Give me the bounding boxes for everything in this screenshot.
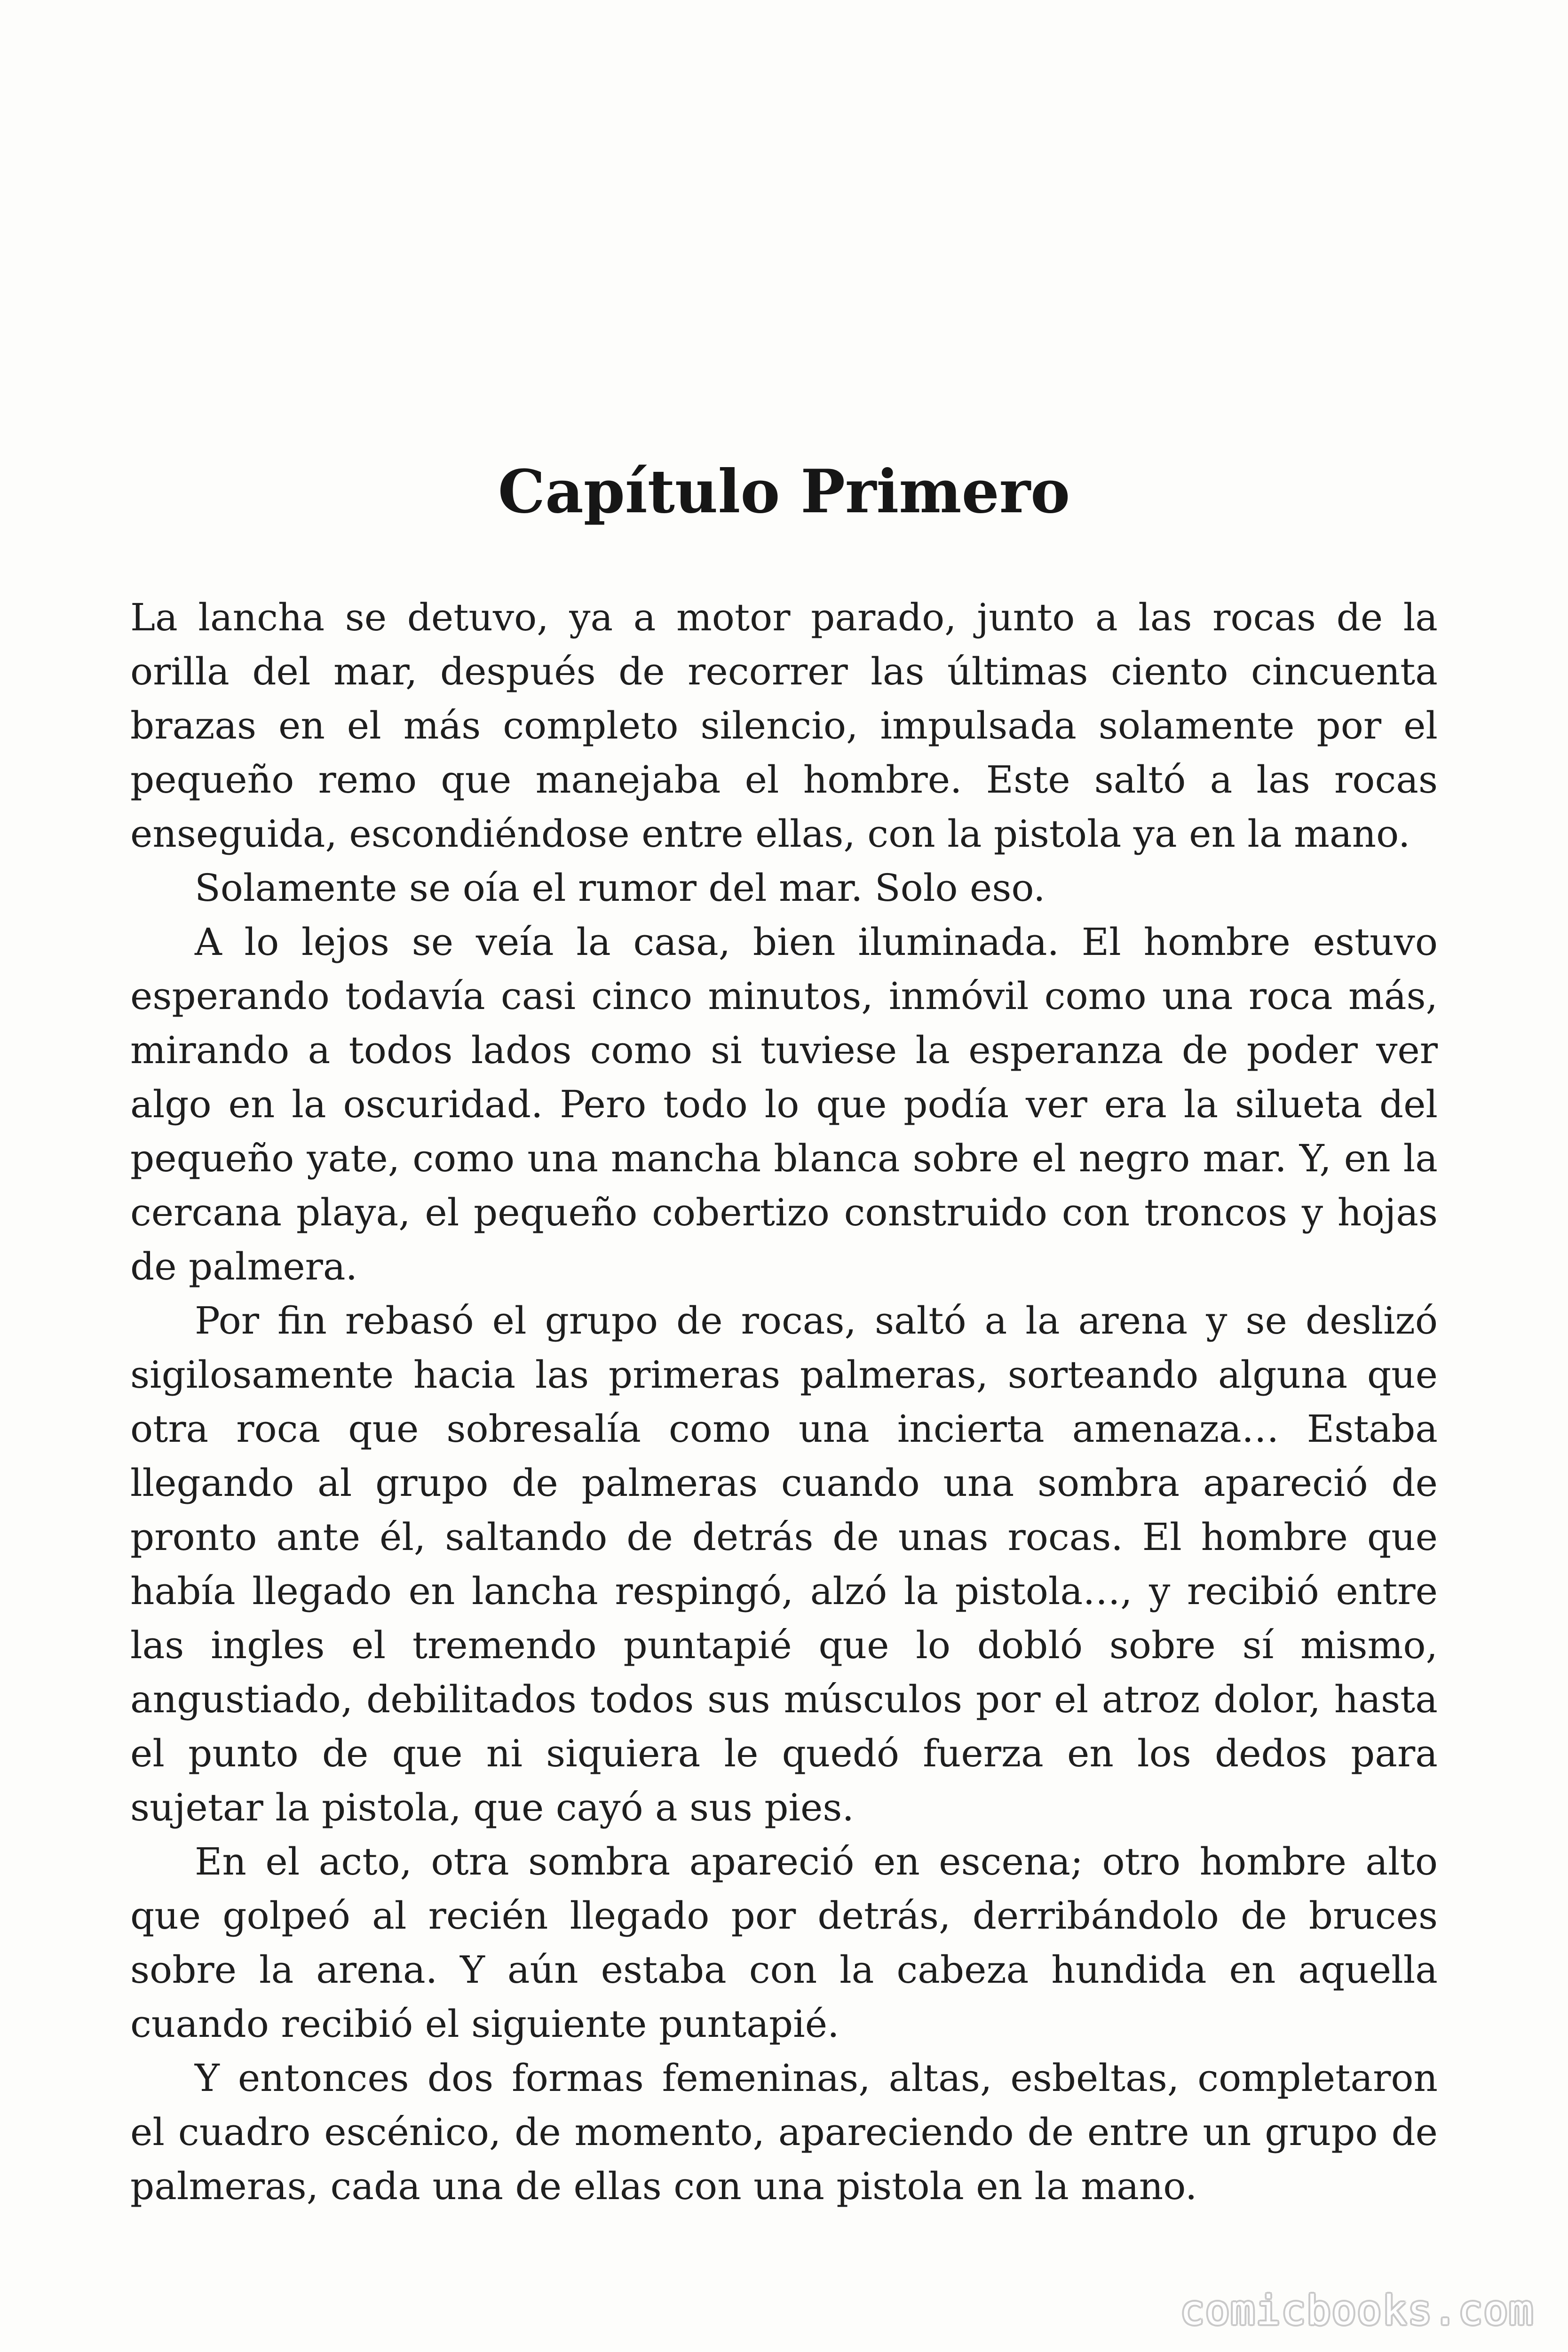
paragraph: La lancha se detuvo, ya a motor parado, junto a las rocas de la orilla del mar, después de recorrer las últimas ciento cincuenta brazas en el más completo silencio, impulsada solamente por el pequeño remo que manejaba el hombre. Este saltó a las rocas enseguida, escondiéndose entre ellas, con la pistola ya en la mano. xyxy=(130,596,1438,856)
watermark: comicbooks.com xyxy=(1180,2287,1534,2334)
paragraph: A lo lejos se veía la casa, bien iluminada. El hombre estuvo esperando todavía casi cinco minutos, inmóvil como una roca más, mirando a todos lados como si tuviese la esperanza de poder ver algo en la oscuridad. Pero todo lo que podía ver era la silueta del pequeño yate, como una mancha blanca sobre el negro mar. Y, en la cercana playa, el pequeño cobertizo construido con troncos y hojas de palmera. xyxy=(130,920,1438,1288)
chapter-title: Capítulo Primero xyxy=(498,457,1070,526)
paragraph: En el acto, otra sombra apareció en escena; otro hombre alto que golpeó al recién llegado por detrás, derribándolo de bruces sobre la arena. Y aún estaba con la cabeza hundida en aquella cuando recibió el siguiente puntapié. xyxy=(130,1840,1438,2046)
paragraph: Por fin rebasó el grupo de rocas, saltó a la arena y se deslizó sigilosamente hacia las primeras palmeras, sorteando alguna que otra roca que sobresalía como una incierta amenaza… Estaba llegando al grupo de palmeras cuando una sombra apareció de pronto ante él, saltando de detrás de unas rocas. El hombre que había llegado en lancha respingó, alzó la pistola…, y recibió entre las ingles el tremendo puntapié que lo dobló sobre sí mismo, angustiado, debilitados todos sus músculos por el atroz dolor, hasta el punto de que ni siquiera le quedó fuerza en los dedos para sujetar la pistola, que cayó a sus pies. xyxy=(130,1299,1438,1829)
paragraph: Solamente se oía el rumor del mar. Solo eso. xyxy=(195,866,1045,910)
chapter-body xyxy=(130,590,1438,2213)
paragraph: Y entonces dos formas femeninas, altas, esbeltas, completaron el cuadro escénico, de momento, apareciendo de entre un grupo de palmeras, cada una de ellas con una pistola en la mano. xyxy=(130,2056,1438,2208)
